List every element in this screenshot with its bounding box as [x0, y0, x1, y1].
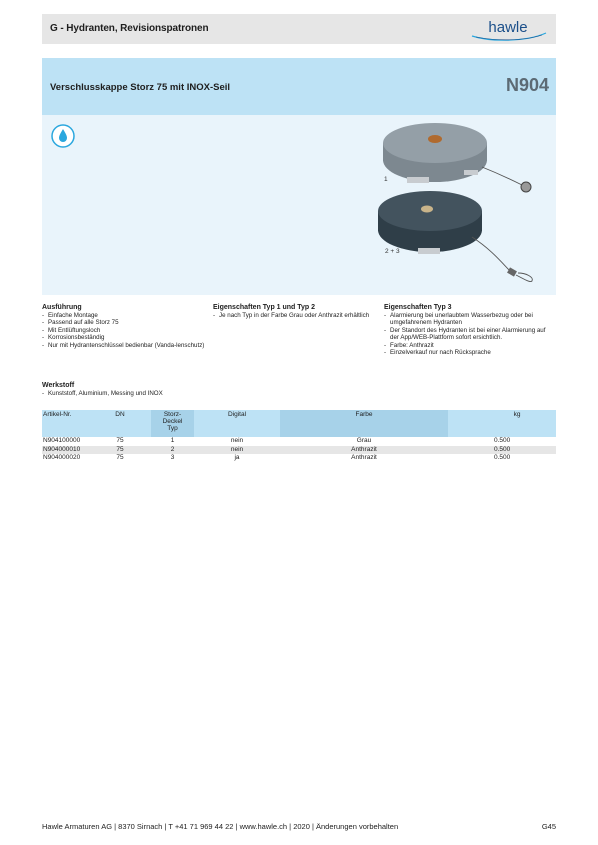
cell-typ: 2	[170, 445, 175, 453]
product-photo	[342, 115, 556, 295]
section-list	[42, 312, 207, 349]
table-header	[42, 410, 556, 437]
product-title-bar	[42, 58, 556, 115]
hawle-logo	[466, 16, 550, 42]
list-item: - Einzelverkauf nur nach Rücksprache	[384, 349, 552, 356]
header-kg: kg	[513, 411, 521, 418]
section-title: Eigenschaften Typ 3	[384, 304, 452, 311]
cap-gray-image	[383, 123, 531, 192]
cell-artikel: N904000020	[43, 454, 81, 461]
cell-kg: 0.500	[494, 445, 511, 453]
header-digital: Digital	[227, 411, 247, 418]
section-title: Werkstoff	[42, 382, 75, 389]
cell-dn: 75	[116, 445, 124, 453]
page-header	[42, 14, 556, 44]
header-dn: DN	[115, 411, 125, 418]
header-farbe: Farbe	[355, 411, 373, 418]
table-row	[42, 454, 556, 463]
cell-farbe: Anthrazit	[351, 454, 377, 461]
product-title: Verschlusskappe Storz 75 mit INOX-Seil	[50, 82, 231, 93]
table-row	[42, 446, 556, 455]
section-title: Ausführung	[42, 304, 82, 311]
chapter-title: G - Hydranten, Revisionspatronen	[50, 23, 209, 34]
section-list	[213, 312, 373, 319]
section-list	[42, 390, 207, 397]
article-table	[42, 410, 556, 463]
page-footer: Hawle Armaturen AG | 8370 Sirnach | T +41 71 969 44 22 | www.hawle.ch | 2020 | Änderungen vorbehalten	[42, 822, 399, 831]
water-drop-icon	[51, 124, 75, 148]
list-item: - Mit Entlüftungsloch	[42, 327, 207, 334]
cell-artikel: N904000010	[43, 445, 81, 453]
section-ausfuehrung	[42, 304, 207, 349]
logo-text: hawle	[488, 19, 528, 36]
list-item: - Kunststoff, Aluminium, Messing und INOX	[42, 390, 207, 397]
section-werkstoff	[42, 382, 207, 397]
cap-anthracite-image	[378, 191, 532, 282]
list-item: - Farbe: Anthrazit	[384, 342, 552, 349]
cell-kg: 0.500	[494, 454, 511, 461]
header-artikel: Artikel-Nr.	[43, 411, 72, 418]
list-item: - Passend auf alle Storz 75	[42, 319, 207, 326]
table-row	[42, 437, 556, 446]
cell-farbe: Anthrazit	[351, 445, 377, 453]
cell-digital: ja	[234, 454, 240, 461]
section-title: Eigenschaften Typ 1 und Typ 2	[213, 304, 316, 311]
image-label-2-3: 2 + 3	[385, 248, 400, 255]
list-item: - Korrosionsbeständig	[42, 334, 207, 341]
cell-digital: nein	[230, 437, 244, 444]
header-storz-deckel-typ: Storz- Deckel Typ	[162, 411, 183, 432]
cell-artikel: N904100000	[43, 437, 81, 444]
cell-dn: 75	[116, 437, 124, 444]
image-label-1: 1	[384, 176, 388, 183]
cell-dn: 75	[116, 454, 124, 461]
list-item: - Einfache Montage	[42, 312, 207, 319]
cell-digital: nein	[230, 445, 244, 453]
product-image-area	[42, 115, 556, 295]
cell-kg: 0.500	[494, 437, 511, 444]
page-number: G45	[541, 822, 556, 831]
section-typ-3	[384, 304, 552, 356]
cell-farbe: Grau	[356, 437, 372, 444]
list-item: - Der Standort des Hydranten ist bei einer Alarmierung auf der App/WEB-Plattform sofort ersichtlich.	[384, 327, 552, 342]
list-item: - Je nach Typ in der Farbe Grau oder Anthrazit erhältlich	[213, 312, 373, 319]
cell-typ: 3	[170, 454, 175, 461]
list-item: - Nur mit Hydrantenschlüssel bedienbar (Vanda-lenschutz)	[42, 342, 207, 349]
section-list	[384, 312, 552, 356]
product-code: N904	[505, 75, 549, 95]
section-typ-1-2	[213, 304, 373, 319]
cell-typ: 1	[170, 437, 175, 444]
list-item: - Alarmierung bei unerlaubtem Wasserbezug oder bei umgefahrenem Hydranten	[384, 312, 552, 327]
